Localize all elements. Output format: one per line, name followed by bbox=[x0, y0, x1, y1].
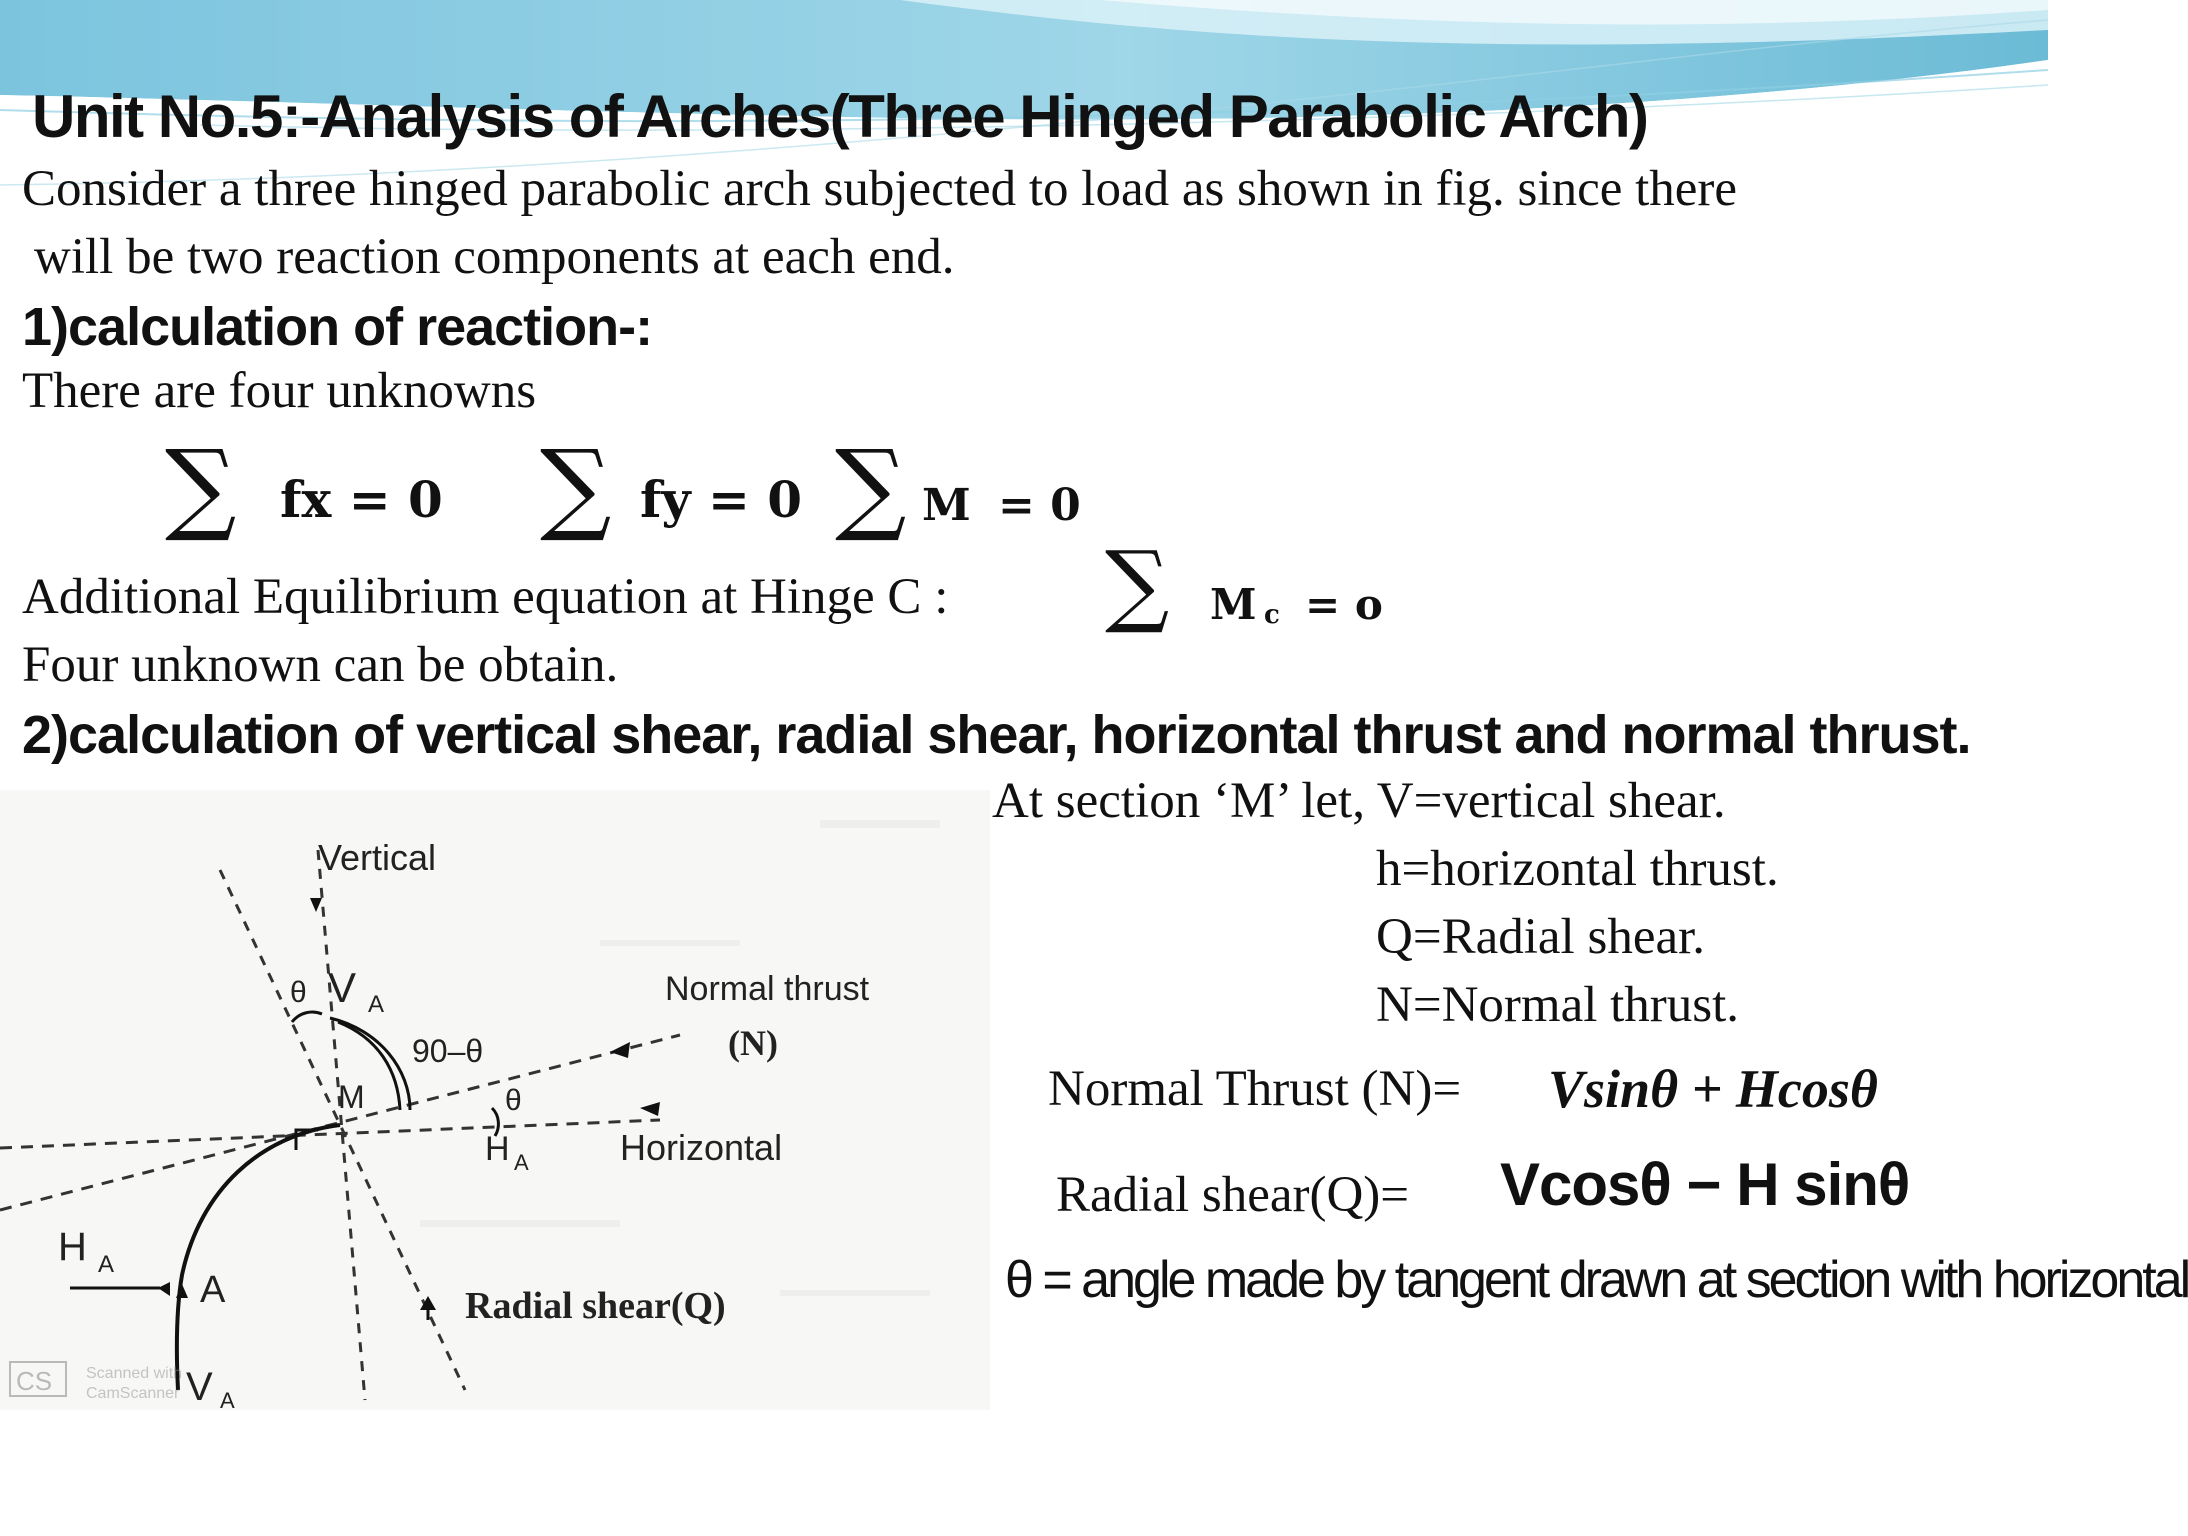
equation-m: M bbox=[922, 480, 971, 531]
four-unknown-text: Four unknown can be obtain. bbox=[22, 637, 619, 693]
definition-normal-thrust: N=Normal thrust. bbox=[1376, 977, 1740, 1033]
label-a: A bbox=[200, 1269, 226, 1311]
equation-fx: fx = 0 bbox=[280, 470, 443, 529]
mc-eq: = o bbox=[1305, 580, 1383, 629]
section-2-heading: 2)calculation of vertical shear, radial shear, horizontal thrust and normal thrust. bbox=[22, 705, 1971, 765]
sigma-m: ∑ bbox=[835, 428, 907, 545]
radial-shear-expression: Vcosθ − H sinθ bbox=[1500, 1151, 1910, 1218]
definition-radial-shear: Q=Radial shear. bbox=[1376, 909, 1706, 965]
additional-equation-text: Additional Equilibrium equation at Hinge C : bbox=[22, 569, 949, 625]
sigma-mc: ∑ bbox=[1105, 532, 1170, 637]
label-va-subscript: A bbox=[368, 991, 385, 1018]
theta-definition: θ = angle made by tangent drawn at section with horizontal bbox=[1005, 1251, 2188, 1309]
sigma-fx: ∑ bbox=[165, 428, 237, 545]
label-normal-thrust: Normal thrust bbox=[665, 970, 870, 1008]
label-va-bottom: V bbox=[186, 1365, 213, 1409]
unknowns-text: There are four unknowns bbox=[22, 363, 537, 419]
normal-thrust-label: Normal Thrust (N)= bbox=[1048, 1061, 1462, 1117]
definition-horizontal-thrust: h=horizontal thrust. bbox=[1376, 841, 1779, 897]
equation-fy: fy = 0 bbox=[640, 470, 803, 529]
label-theta-small: θ bbox=[505, 1084, 522, 1117]
equation-m-eq: = 0 bbox=[998, 480, 1081, 531]
label-ha-mid: H bbox=[485, 1130, 510, 1168]
camscanner-text: CamScanner bbox=[86, 1385, 180, 1402]
intro-line-1: Consider a three hinged parabolic arch subjected to load as shown in fig. since there bbox=[22, 161, 1738, 217]
mc-subscript: c bbox=[1264, 600, 1280, 630]
label-va-bottom-subscript: A bbox=[220, 1388, 235, 1413]
label-va: V bbox=[328, 964, 357, 1011]
definition-vertical-shear: At section ‘M’ let, V=vertical shear. bbox=[992, 773, 1726, 829]
label-ha-left: H bbox=[58, 1225, 87, 1269]
label-horizontal: Horizontal bbox=[620, 1127, 783, 1168]
cs-logo: CS bbox=[16, 1366, 53, 1396]
label-theta-top: θ bbox=[290, 976, 307, 1009]
arch-section-diagram bbox=[0, 790, 990, 1413]
label-radial-shear: Radial shear(Q) bbox=[465, 1285, 726, 1327]
intro-line-2: will be two reaction components at each end. bbox=[34, 229, 955, 285]
normal-thrust-expression: Vsinθ + Hcosθ bbox=[1548, 1059, 1878, 1119]
scanned-with-text: Scanned with bbox=[86, 1365, 183, 1382]
label-ninety-minus-theta: 90–θ bbox=[412, 1033, 484, 1069]
label-ha-left-subscript: A bbox=[98, 1251, 115, 1278]
slide-title: Unit No.5:-Analysis of Arches(Three Hinged Parabolic Arch) bbox=[32, 83, 1648, 150]
label-m: M bbox=[338, 1079, 365, 1115]
sigma-fy: ∑ bbox=[540, 428, 612, 545]
section-1-heading: 1)calculation of reaction-: bbox=[22, 297, 653, 357]
label-ha-mid-subscript: A bbox=[514, 1150, 529, 1175]
label-n: (N) bbox=[728, 1023, 778, 1063]
mc-m: M bbox=[1210, 580, 1257, 629]
radial-shear-label: Radial shear(Q)= bbox=[1056, 1167, 1410, 1223]
label-vertical: Vertical bbox=[318, 837, 437, 878]
